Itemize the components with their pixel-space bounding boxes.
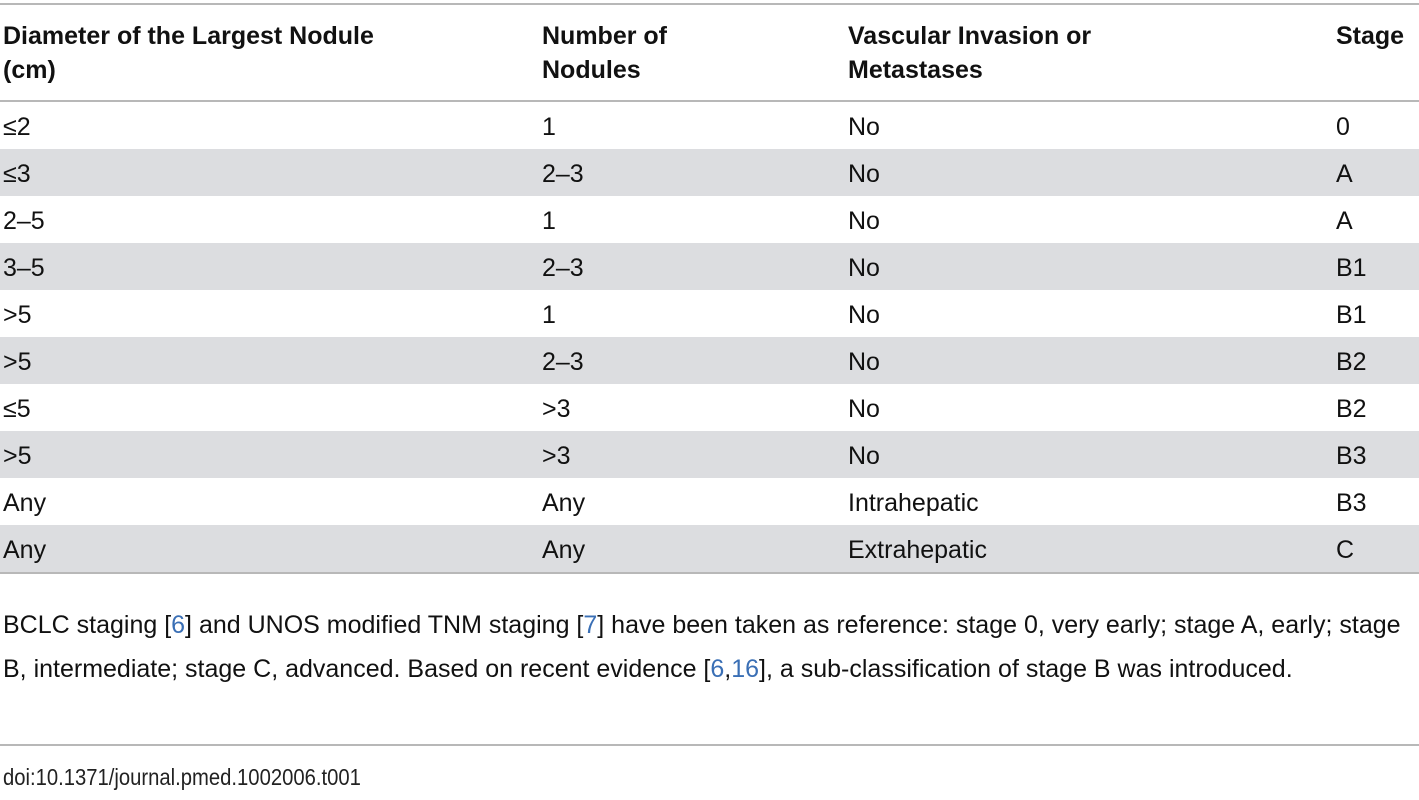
cell-invasion: No <box>848 113 880 141</box>
cell-nodules: 1 <box>542 113 556 141</box>
cell-diameter: 2–5 <box>3 207 45 235</box>
table-row <box>0 431 1419 478</box>
reference-link[interactable]: 16 <box>731 655 760 683</box>
table-body <box>0 102 1419 572</box>
cell-stage: A <box>1336 207 1353 235</box>
cell-nodules: Any <box>542 536 586 564</box>
table-bottom-rule <box>0 572 1419 574</box>
header-vascular-invasion: Vascular Invasion or Metastases <box>848 22 1092 84</box>
cell-stage: B3 <box>1336 442 1367 470</box>
cell-diameter: Any <box>3 536 47 564</box>
cell-nodules: 2–3 <box>542 254 584 282</box>
footnote-separator: , <box>724 655 732 683</box>
cell-invasion: No <box>848 442 880 470</box>
footnote-text: ], a sub-classification of stage B was introduced. <box>759 655 1293 683</box>
header-stage: Stage <box>1336 22 1405 50</box>
cell-nodules: 1 <box>542 207 556 235</box>
reference-link[interactable]: 6 <box>171 611 186 639</box>
footnote-text: BCLC staging [ <box>3 611 172 639</box>
cell-stage: B3 <box>1336 489 1367 517</box>
table-row <box>0 290 1419 337</box>
cell-diameter: 3–5 <box>3 254 45 282</box>
cell-invasion: No <box>848 348 880 376</box>
cell-nodules: 1 <box>542 301 556 329</box>
doi-label: doi:10.1371/journal.pmed.1002006.t001 <box>3 764 361 790</box>
table-row <box>0 337 1419 384</box>
table-row <box>0 478 1419 525</box>
table-footnote <box>3 603 1408 691</box>
table-row <box>0 525 1419 572</box>
table-row <box>0 102 1419 149</box>
cell-diameter: ≤3 <box>3 160 31 188</box>
cell-invasion: No <box>848 207 880 235</box>
cell-stage: B1 <box>1336 254 1367 282</box>
cell-stage: C <box>1336 536 1355 564</box>
reference-link[interactable]: 7 <box>583 611 598 639</box>
footer-rule <box>0 744 1419 746</box>
table-row <box>0 196 1419 243</box>
cell-diameter: ≤5 <box>3 395 31 423</box>
cell-nodules: >3 <box>542 442 571 470</box>
table-header <box>0 5 1419 100</box>
header-number-of-nodules: Number of Nodules <box>542 22 667 84</box>
cell-diameter: ≤2 <box>3 113 31 141</box>
cell-nodules: 2–3 <box>542 348 584 376</box>
cell-nodules: 2–3 <box>542 160 584 188</box>
reference-link[interactable]: 6 <box>710 655 725 683</box>
header-diameter: Diameter of the Largest Nodule (cm) <box>3 22 374 84</box>
cell-invasion: Extrahepatic <box>848 536 987 564</box>
cell-stage: B2 <box>1336 395 1367 423</box>
cell-diameter: >5 <box>3 442 32 470</box>
cell-stage: 0 <box>1336 113 1350 141</box>
cell-stage: B2 <box>1336 348 1367 376</box>
cell-diameter: >5 <box>3 301 32 329</box>
cell-diameter: Any <box>3 489 47 517</box>
cell-invasion: No <box>848 395 880 423</box>
footnote-text: ] and UNOS modified TNM staging [ <box>185 611 584 639</box>
cell-stage: A <box>1336 160 1353 188</box>
cell-stage: B1 <box>1336 301 1367 329</box>
table-row <box>0 384 1419 431</box>
cell-nodules: >3 <box>542 395 571 423</box>
cell-invasion: No <box>848 160 880 188</box>
cell-invasion: No <box>848 301 880 329</box>
table-row <box>0 243 1419 290</box>
cell-nodules: Any <box>542 489 586 517</box>
cell-invasion: No <box>848 254 880 282</box>
cell-invasion: Intrahepatic <box>848 489 979 517</box>
table-row <box>0 149 1419 196</box>
cell-diameter: >5 <box>3 348 32 376</box>
footnote-text: ] have been taken as reference: stage 0, very early; stage A, early; stage B, intermediate; stage C, advanced. Based on recent evidence [ <box>3 611 1401 683</box>
